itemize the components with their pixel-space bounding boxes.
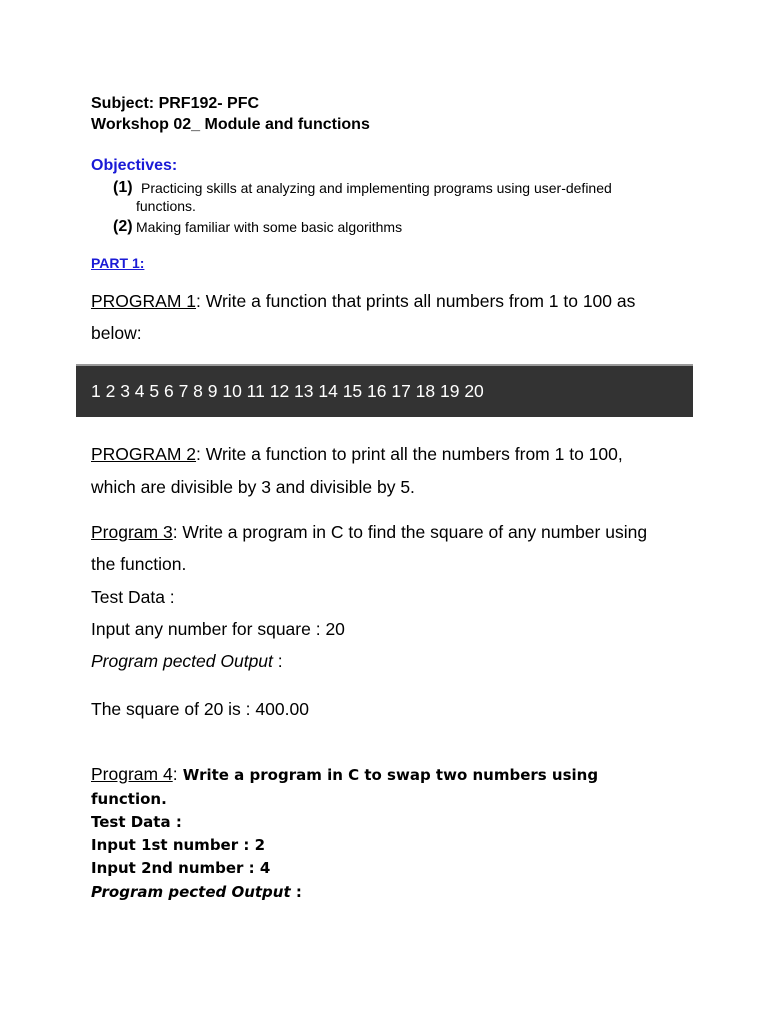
program-2-line-1 xyxy=(91,438,623,470)
objectives-title: Objectives: xyxy=(91,157,178,174)
program-1-line-2: below: xyxy=(91,323,142,343)
program-2-line-2: which are divisible by 3 and divisible by 5. xyxy=(91,477,415,497)
program-4-line-1 xyxy=(91,764,598,785)
program-4-line-2: function. xyxy=(91,790,167,808)
program-2-text: : Write a function to print all the numbers from 1 to 100, xyxy=(196,444,623,464)
program-2-label: PROGRAM 2 xyxy=(91,444,197,464)
program-4-input-2: Input 2nd number : 4 xyxy=(91,859,271,877)
program-3-expected-label: Program pected Output xyxy=(91,651,273,671)
program-4-input-1: Input 1st number : 2 xyxy=(91,836,266,854)
objective-2-text: Making familiar with some basic algorithms xyxy=(136,219,403,235)
program-1-text: : Write a function that prints all numbers from 1 to 100 as xyxy=(196,291,636,311)
program-4-expected-colon: : xyxy=(290,883,302,901)
program-3-expected-colon: : xyxy=(272,651,283,671)
part-1-link[interactable]: PART 1: xyxy=(91,255,145,271)
program-4-label: Program 4 xyxy=(91,764,173,784)
objective-1-number: (1) xyxy=(113,179,133,196)
objective-2-number: (2) xyxy=(113,218,133,235)
objective-1-text: Practicing skills at analyzing and implementing programs using user-defined xyxy=(141,180,612,196)
program-4-expected-label: Program pected Output xyxy=(91,883,291,901)
program-1-label: PROGRAM 1 xyxy=(91,291,197,311)
program-3-text: : Write a program in C to find the square of any number using xyxy=(172,522,648,542)
program-4-colon: : xyxy=(172,764,178,784)
program-3-output: The square of 20 is : 400.00 xyxy=(91,699,309,719)
workshop-heading: Workshop 02_ Module and functions xyxy=(91,116,370,133)
output-banner xyxy=(76,364,693,417)
output-banner-text: 1 2 3 4 5 6 7 8 9 10 11 12 13 14 15 16 17 18 19 20 xyxy=(91,381,484,401)
program-4-text: Write a program in C to swap two numbers using xyxy=(177,766,599,784)
objective-1-text-continued: functions. xyxy=(136,198,196,214)
program-3-line-2: the function. xyxy=(91,554,187,574)
program-3-label: Program 3 xyxy=(91,522,173,542)
program-3-input: Input any number for square : 20 xyxy=(91,619,345,639)
program-3-test-data: Test Data : xyxy=(91,587,175,607)
program-3-line-1 xyxy=(91,516,647,548)
program-4-expected-output-line xyxy=(91,883,302,901)
program-1-line-1 xyxy=(91,285,635,317)
subject-heading: Subject: PRF192- PFC xyxy=(91,95,260,112)
program-3-expected-output-line xyxy=(91,645,283,677)
program-4-test-data: Test Data : xyxy=(91,813,182,831)
